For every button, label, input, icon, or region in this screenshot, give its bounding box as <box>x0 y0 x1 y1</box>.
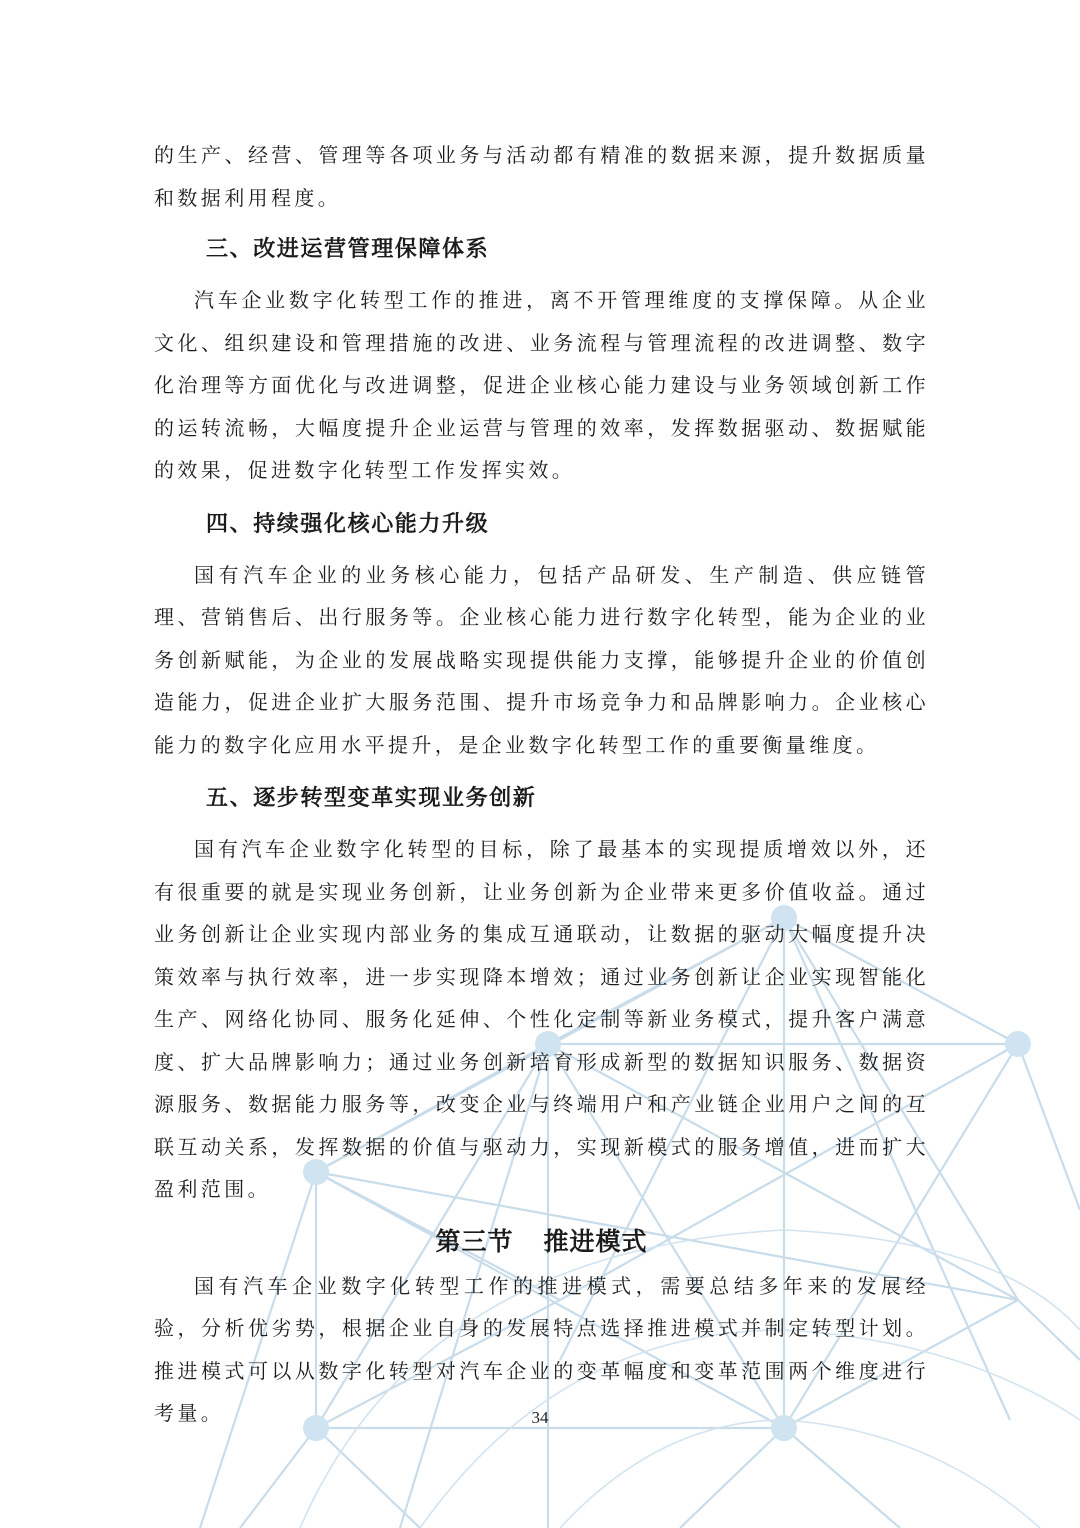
document-page <box>154 134 929 1435</box>
section-title <box>154 1225 929 1259</box>
section-number: 第三节 <box>435 1226 514 1256</box>
paragraph-business-innovation: 国有汽车企业数字化转型的目标，除了最基本的实现提质增效以外，还有很重要的就是实现业务创新，让业务创新为企业带来更多价值收益。通过业务创新让企业实现内部业务的集成互通联动，让数据的驱动大幅度提升决策效率与执行效率，进一步实现降本增效；通过业务创新让企业实现智能化生产、网络化协同、服务化延伸、个性化定制等新业务模式，提升客户满意度、扩大品牌影响力；通过业务创新培育形成新型的数据知识服务、数据资源服务、数据能力服务等，改变企业与终端用户和产业链企业用户之间的互联互动关系，发挥数据的价值与驱动力，实现新模式的服务增值，进而扩大盈利范围。 <box>154 837 929 1201</box>
section-name: 推进模式 <box>543 1226 648 1256</box>
heading-core-capabilities: 四、持续强化核心能力升级 <box>206 511 490 537</box>
paragraph-operations: 汽车企业数字化转型工作的推进，离不开管理维度的支撑保障。从企业文化、组织建设和管理措施的改进、业务流程与管理流程的改进调整、数字化治理等方面优化与改进调整，促进企业核心能力建设与业务领域创新工作的运转流畅，大幅度提升企业运营与管理的效率，发挥数据驱动、数据赋能的效果，促进数字化转型工作发挥实效。 <box>154 288 929 482</box>
paragraph-core-capabilities: 国有汽车企业的业务核心能力，包括产品研发、生产制造、供应链管理、营销售后、出行服务等。企业核心能力进行数字化转型，能为企业的业务创新赋能，为企业的发展战略实现提供能力支撑，能够提升企业的价值创造能力，促进企业扩大服务范围、提升市场竞争力和品牌影响力。企业核心能力的数字化应用水平提升，是企业数字化转型工作的重要衡量维度。 <box>154 562 929 757</box>
paragraph-continuation: 的生产、经营、管理等各项业务与活动都有精准的数据来源，提升数据质量和数据利用程度。 <box>154 143 929 210</box>
page-number: 34 <box>531 1408 549 1427</box>
heading-improve-operations: 三、改进运营管理保障体系 <box>206 237 490 262</box>
paragraph-promotion-mode: 国有汽车企业数字化转型工作的推进模式，需要总结多年来的发展经验，分析优劣势，根据企业自身的发展特点选择推进模式并制定转型计划。推进模式可以从数字化转型对汽车企业的变革幅度和变革范围两个维度进行考量。 <box>154 1273 929 1425</box>
heading-business-innovation: 五、逐步转型变革实现业务创新 <box>206 786 537 811</box>
